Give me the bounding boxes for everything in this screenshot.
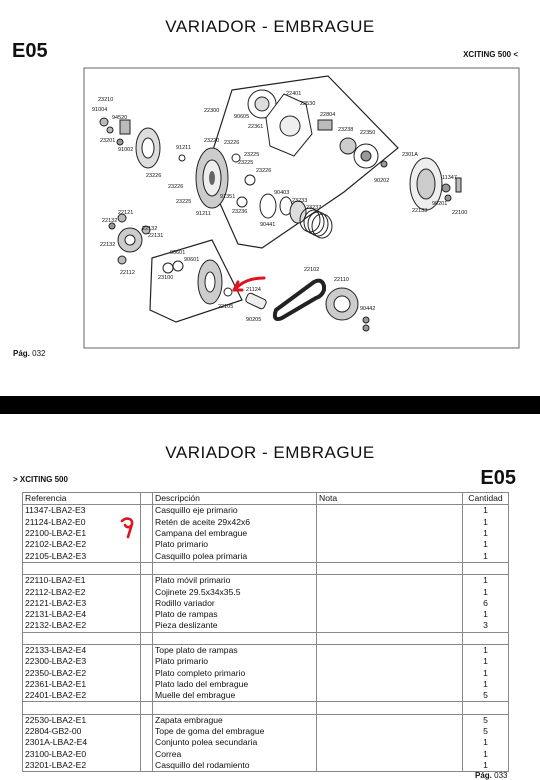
part-quantity: 5 — [463, 714, 509, 726]
spacer-cell — [317, 702, 463, 714]
part-quantity: 5 — [463, 726, 509, 737]
callout: 91211 — [196, 211, 211, 217]
part-quantity: 1 — [463, 505, 509, 517]
part-ref: 11347-LBA2-E3 — [23, 505, 141, 517]
callout: 23226 — [146, 173, 162, 179]
table-row — [23, 737, 509, 748]
part-quantity: 1 — [463, 737, 509, 748]
page-number: 033 — [494, 771, 508, 780]
callout: 23226 — [256, 168, 272, 174]
callout: 90202 — [374, 178, 390, 184]
part-note — [317, 575, 463, 587]
blank-cell — [141, 749, 153, 760]
part-description: Correa — [153, 749, 317, 760]
part-ref: 22100-LBA2-E1 — [23, 528, 141, 539]
part-description: Muelle del embrague — [153, 690, 317, 702]
callout: 23226 — [224, 140, 240, 146]
group-spacer — [23, 632, 509, 644]
part-description: Campana del embrague — [153, 528, 317, 539]
callout: 22105 — [218, 304, 234, 310]
part-note — [317, 609, 463, 620]
spacer-cell — [153, 702, 317, 714]
blank-cell — [141, 505, 153, 517]
part-description: Plato lado del embrague — [153, 679, 317, 690]
callout: 90601 — [170, 250, 186, 256]
part-description: Casquillo eje primario — [153, 505, 317, 517]
part-note — [317, 550, 463, 562]
part-description: Plato completo primario — [153, 667, 317, 678]
callout: 23236 — [232, 209, 248, 215]
part-description: Casquillo del rodamiento — [153, 760, 317, 772]
callout: 90605 — [234, 114, 250, 120]
callout: 21124 — [246, 287, 261, 293]
movable-plate-icon — [163, 260, 232, 304]
part-ref: 22133-LBA2-E4 — [23, 644, 141, 656]
table-row — [23, 598, 509, 609]
part-quantity: 5 — [463, 690, 509, 702]
blank-cell — [141, 726, 153, 737]
callout: 22132 — [100, 242, 116, 248]
part-quantity: 3 — [463, 620, 509, 632]
part-ref: 21124-LBA2-E0 — [23, 517, 141, 528]
blank-cell — [141, 656, 153, 667]
part-description: Conjunto polea secundaria — [153, 737, 317, 748]
callout: 91351 — [220, 194, 236, 200]
table-row — [23, 749, 509, 760]
part-ref: 22121-LBA2-E3 — [23, 598, 141, 609]
callout: 11347 — [442, 175, 457, 181]
callout: 2301A — [402, 152, 418, 158]
part-note — [317, 667, 463, 678]
part-quantity: 1 — [463, 517, 509, 528]
callout: 90205 — [246, 317, 262, 323]
page-footer — [13, 349, 46, 358]
part-description: Plato móvil primario — [153, 575, 317, 587]
exploded-diagram — [0, 60, 540, 360]
page-label: Pág. — [13, 349, 30, 358]
table-row — [23, 528, 509, 539]
callout: 22121 — [118, 210, 134, 216]
clutch-shoes-icon — [248, 90, 387, 168]
part-ref: 22804-GB2-00 — [23, 726, 141, 737]
part-note — [317, 714, 463, 726]
callout: 23100 — [158, 275, 174, 281]
blank-cell — [141, 609, 153, 620]
part-note — [317, 598, 463, 609]
callout: 23225 — [176, 199, 192, 205]
part-note — [317, 690, 463, 702]
callout: 23237 — [306, 205, 322, 211]
part-ref: 22350-LBA2-E2 — [23, 667, 141, 678]
blank-cell — [141, 539, 153, 550]
part-description: Zapata embrague — [153, 714, 317, 726]
part-description: Plato primario — [153, 539, 317, 550]
page-title: VARIADOR - EMBRAGUE — [165, 17, 375, 36]
part-note — [317, 760, 463, 772]
group-spacer — [23, 562, 509, 574]
part-ref: 22102-LBA2-E2 — [23, 539, 141, 550]
table-row — [23, 714, 509, 726]
callout: 22110 — [334, 277, 349, 283]
blank-cell — [141, 714, 153, 726]
part-ref: 22131-LBA2-E4 — [23, 609, 141, 620]
callout: 91211 — [176, 145, 191, 151]
callout: 90403 — [274, 190, 290, 196]
header-blank — [141, 493, 153, 505]
callout: 90442 — [360, 306, 376, 312]
callout: 22132 — [102, 218, 118, 224]
callout: 22401 — [286, 91, 302, 97]
part-note — [317, 539, 463, 550]
part-ref: 22361-LBA2-E1 — [23, 679, 141, 690]
callout: 91004 — [92, 107, 108, 113]
callout: 90201 — [432, 201, 448, 207]
callout: 22350 — [360, 130, 376, 136]
callout: 23233 — [292, 198, 308, 204]
blank-cell — [141, 760, 153, 772]
spacer-cell — [153, 632, 317, 644]
table-row — [23, 679, 509, 690]
part-ref: 22530-LBA2-E1 — [23, 714, 141, 726]
part-description: Tope de goma del embrague — [153, 726, 317, 737]
part-ref: 22110-LBA2-E1 — [23, 575, 141, 587]
blank-cell — [141, 737, 153, 748]
part-note — [317, 620, 463, 632]
parts-table — [22, 492, 509, 772]
header-ref: Referencia — [23, 493, 141, 505]
part-quantity: 1 — [463, 760, 509, 772]
part-ref: 23201-LBA2-E2 — [23, 760, 141, 772]
page-number: 032 — [32, 349, 46, 358]
spacer-cell — [23, 702, 141, 714]
page-label: Pág. — [475, 771, 492, 780]
part-ref: 2301A-LBA2-E4 — [23, 737, 141, 748]
table-row — [23, 609, 509, 620]
part-note — [317, 517, 463, 528]
table-row — [23, 726, 509, 737]
part-quantity: 1 — [463, 528, 509, 539]
callout: 22300 — [204, 108, 220, 114]
table-row — [23, 667, 509, 678]
part-quantity: 1 — [463, 679, 509, 690]
spacer-cell — [463, 632, 509, 644]
spacer-cell — [23, 562, 141, 574]
part-quantity: 1 — [463, 575, 509, 587]
spacer-cell — [141, 562, 153, 574]
part-description: Plato primario — [153, 656, 317, 667]
drive-belt-icon — [275, 281, 324, 319]
part-ref: 23100-LBA2-E0 — [23, 749, 141, 760]
part-quantity: 6 — [463, 598, 509, 609]
parts-list-page — [0, 414, 540, 778]
callout: 23225 — [238, 160, 254, 166]
part-note — [317, 586, 463, 597]
callout: 22131 — [148, 233, 164, 239]
callout: 22102 — [304, 267, 320, 273]
part-description: Plato de rampas — [153, 609, 317, 620]
callout: 23238 — [338, 127, 354, 133]
blank-cell — [141, 679, 153, 690]
callout: 90601 — [184, 257, 200, 263]
spacer-cell — [153, 562, 317, 574]
part-quantity: 1 — [463, 586, 509, 597]
part-note — [317, 737, 463, 748]
callout: 23226 — [168, 184, 184, 190]
callout: 23201 — [100, 138, 116, 144]
part-quantity: 1 — [463, 656, 509, 667]
table-row — [23, 760, 509, 772]
part-quantity: 1 — [463, 644, 509, 656]
callout: 23220 — [204, 138, 220, 144]
blank-cell — [141, 586, 153, 597]
spacer-cell — [463, 562, 509, 574]
table-row — [23, 644, 509, 656]
blank-cell — [141, 575, 153, 587]
blank-cell — [141, 620, 153, 632]
callout: 90441 — [260, 222, 276, 228]
part-ref: 22112-LBA2-E2 — [23, 586, 141, 597]
spacer-cell — [463, 702, 509, 714]
spacer-cell — [141, 632, 153, 644]
part-note — [317, 505, 463, 517]
blank-cell — [141, 517, 153, 528]
part-quantity: 1 — [463, 609, 509, 620]
callout: 22530 — [300, 101, 316, 107]
callout: 23210 — [98, 97, 114, 103]
part-note — [317, 528, 463, 539]
part-description: Pieza deslizante — [153, 620, 317, 632]
part-note — [317, 749, 463, 760]
blank-cell — [141, 528, 153, 539]
spacer-cell — [23, 632, 141, 644]
spacer-cell — [141, 702, 153, 714]
page-separator — [0, 396, 540, 414]
callout: 22361 — [248, 124, 264, 130]
part-description: Retén de aceite 29x42x6 — [153, 517, 317, 528]
model-name: > XCITING 500 — [13, 475, 68, 484]
table-row — [23, 517, 509, 528]
callout: 22112 — [120, 270, 135, 276]
page-footer — [475, 771, 508, 780]
table-row — [23, 620, 509, 632]
bushing-icon — [245, 292, 267, 310]
group-spacer — [23, 702, 509, 714]
blank-cell — [141, 644, 153, 656]
part-ref: 22401-LBA2-E2 — [23, 690, 141, 702]
blank-cell — [141, 598, 153, 609]
part-quantity: 1 — [463, 667, 509, 678]
table-row — [23, 656, 509, 667]
part-ref: 22105-LBA2-E3 — [23, 550, 141, 562]
table-row — [23, 690, 509, 702]
table-row — [23, 586, 509, 597]
part-note — [317, 679, 463, 690]
header-note: Nota — [317, 493, 463, 505]
annotation-mark — [118, 515, 138, 541]
callout: 22804 — [320, 112, 336, 118]
part-quantity: 1 — [463, 550, 509, 562]
header-desc: Descripción — [153, 493, 317, 505]
blank-cell — [141, 550, 153, 562]
blank-cell — [141, 690, 153, 702]
header-qty: Cantidad — [463, 493, 509, 505]
part-description: Rodillo variador — [153, 598, 317, 609]
callout: 22133 — [412, 208, 428, 214]
callout: 23225 — [244, 152, 260, 158]
parts-body — [23, 505, 509, 772]
part-note — [317, 644, 463, 656]
part-note — [317, 656, 463, 667]
part-description: Tope plato de rampas — [153, 644, 317, 656]
spacer-cell — [317, 562, 463, 574]
table-row — [23, 539, 509, 550]
table-row — [23, 575, 509, 587]
part-description: Casquillo polea primaria — [153, 550, 317, 562]
spacer-cell — [317, 632, 463, 644]
table-row — [23, 550, 509, 562]
part-quantity: 1 — [463, 539, 509, 550]
part-description: Cojinete 29.5x34x35.5 — [153, 586, 317, 597]
model-name: XCITING 500 < — [463, 50, 518, 59]
part-note — [317, 726, 463, 737]
callout: 22100 — [452, 210, 468, 216]
section-code: E05 — [12, 40, 48, 62]
section-code: E05 — [480, 467, 516, 489]
callout: 94520 — [112, 115, 128, 121]
part-ref: 22132-LBA2-E2 — [23, 620, 141, 632]
callout: 22132 — [142, 226, 158, 232]
callout: 91002 — [118, 147, 134, 153]
table-row — [23, 505, 509, 517]
part-quantity: 1 — [463, 749, 509, 760]
page-title: VARIADOR - EMBRAGUE — [165, 443, 375, 462]
blank-cell — [141, 667, 153, 678]
part-ref: 22300-LBA2-E3 — [23, 656, 141, 667]
